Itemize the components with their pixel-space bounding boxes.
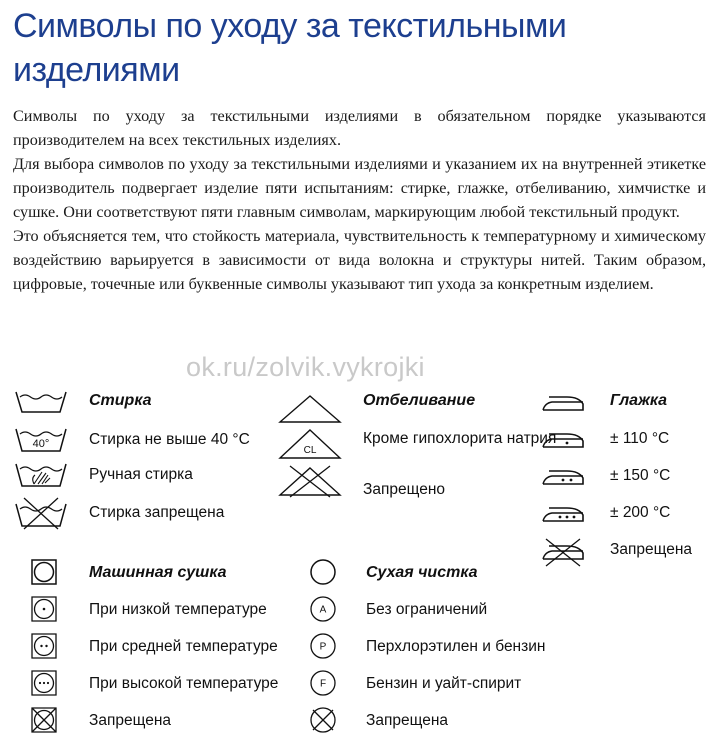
iron-200-label: ± 200 °C [610, 504, 671, 521]
dry-high-label: При высокой температуре [89, 675, 279, 692]
dry-clean-letter-f: F [319, 678, 327, 690]
triangle-icon [278, 394, 342, 424]
hand-wash-icon [14, 460, 68, 488]
iron-icon [540, 392, 586, 414]
cl-triangle-icon [278, 428, 342, 460]
wash-40-label: Стирка не выше 40 °C [89, 431, 250, 448]
cl-mark: CL [303, 445, 317, 456]
no-wash-label: Стирка запрещена [89, 504, 225, 521]
dry-clean-f-label: Бензин и уайт-спирит [366, 675, 522, 692]
dry-clean-letter-a: A [319, 604, 327, 616]
iron-3-dots-icon [540, 503, 586, 525]
dry-clean-a-label: Без ограничений [366, 601, 488, 618]
tumble-dry-3-dots-icon [31, 670, 57, 696]
dry-clean-f-icon [310, 670, 336, 696]
washtub-40-icon [14, 425, 68, 453]
no-wash-icon [14, 496, 68, 530]
dry-clean-p-icon [310, 633, 336, 659]
no-iron-label: Запрещена [610, 541, 692, 558]
dry-clean-a-icon [310, 596, 336, 622]
dry-clean-p-label: Перхлорэтилен и бензин [366, 638, 546, 655]
tumble-dry-2-dots-icon [31, 633, 57, 659]
intro-paragraph: Для выбора символов по уходу за текстильными изделиями и указанием их на внутренней этикетке производитель подвергает изделие пяти испытаниям: стирке, глажке, отбеливанию, химчистке и сушке. Они соответствуют пяти главным символам, маркирующим любой текстильный продукт. [13, 155, 706, 221]
page-title: Символы по уходу за текстильными изделиями [13, 7, 567, 89]
dry-clean-letter-p: P [319, 641, 327, 653]
intro-paragraph: Символы по уходу за текстильными изделиями в обязательном порядке указываются производителем на всех текстильных изделиях. [13, 107, 706, 149]
tumble-dry-icon [31, 559, 57, 585]
ironing-heading: Глажка [610, 392, 668, 409]
iron-1-dot-icon [540, 429, 586, 451]
no-iron-icon [540, 537, 586, 567]
tumble-dry-1-dot-icon [31, 596, 57, 622]
intro-text [13, 104, 706, 296]
bleaching-heading: Отбеливание [363, 392, 476, 409]
no-tumble-dry-icon [31, 707, 57, 733]
dry-low-label: При низкой температуре [89, 601, 267, 618]
drying-heading: Машинная сушка [89, 564, 227, 581]
bleach-cl-label: Кроме гипохлорита натрия [363, 430, 557, 447]
intro-paragraph: Это объясняется тем, что стойкость материала, чувствительность к температурному и химическому воздействию варьируется в зависимости от вида волокна и структуры нитей. Таким образом, цифровые, точечные или буквенные символы указывают тип ухода за конкретным изделием. [13, 227, 706, 293]
iron-110-label: ± 110 °C [610, 430, 670, 447]
no-bleach-label: Запрещено [363, 481, 445, 498]
watermark: ok.ru/zolvik.vykrojki [186, 352, 425, 382]
dry-clean-circle-icon [310, 559, 336, 585]
drycleaning-heading: Сухая чистка [366, 564, 478, 581]
dry-medium-label: При средней температуре [89, 638, 278, 655]
iron-2-dots-icon [540, 466, 586, 488]
no-dry-label: Запрещена [89, 712, 171, 729]
no-dry-clean-icon [310, 707, 336, 733]
wash-temp-mark: 40° [32, 438, 50, 450]
no-bleach-icon [278, 464, 342, 498]
iron-150-label: ± 150 °C [610, 467, 671, 484]
washtub-icon [14, 388, 68, 414]
hand-wash-label: Ручная стирка [89, 466, 193, 483]
no-dry-clean-label: Запрещена [366, 712, 448, 729]
washing-heading: Стирка [89, 392, 152, 409]
